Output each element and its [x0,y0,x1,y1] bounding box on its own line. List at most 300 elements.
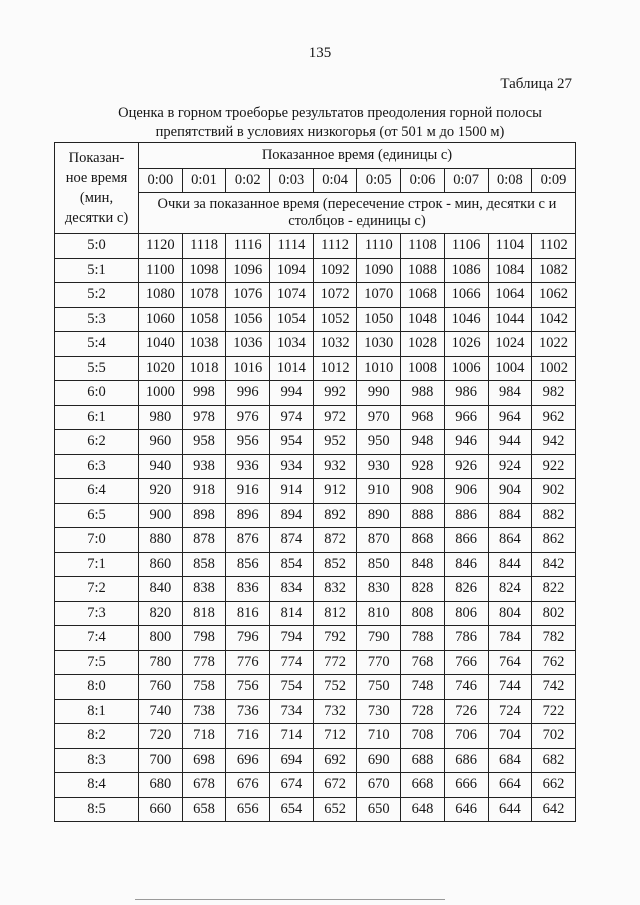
score-cell: 896 [226,503,270,528]
time-cell: 8:0 [55,675,139,700]
score-cell: 694 [270,748,314,773]
score-cell: 720 [139,724,183,749]
score-cell: 832 [313,577,357,602]
time-cell: 6:1 [55,405,139,430]
score-cell: 1000 [139,381,183,406]
score-cell: 1028 [401,332,445,357]
score-cell: 686 [444,748,488,773]
score-cell: 964 [488,405,532,430]
score-cell: 722 [532,699,576,724]
score-cell: 934 [270,454,314,479]
time-cell: 6:2 [55,430,139,455]
score-cell: 956 [226,430,270,455]
score-cell: 692 [313,748,357,773]
table-row [55,332,576,357]
score-cell: 812 [313,601,357,626]
score-cell: 1032 [313,332,357,357]
column-header: 0:04 [313,169,357,193]
score-cell: 952 [313,430,357,455]
score-cell: 842 [532,552,576,577]
column-header: 0:00 [139,169,183,193]
table-row [55,748,576,773]
table-row [55,479,576,504]
score-cell: 1004 [488,356,532,381]
score-cell: 660 [139,797,183,822]
score-cell: 750 [357,675,401,700]
score-cell: 752 [313,675,357,700]
score-cell: 1008 [401,356,445,381]
score-cell: 770 [357,650,401,675]
score-cell: 822 [532,577,576,602]
score-cell: 1014 [270,356,314,381]
column-header: 0:06 [401,169,445,193]
score-cell: 1118 [182,234,226,259]
time-cell: 7:1 [55,552,139,577]
score-cell: 1082 [532,258,576,283]
score-cell: 824 [488,577,532,602]
score-cell: 894 [270,503,314,528]
score-cell: 888 [401,503,445,528]
score-cell: 748 [401,675,445,700]
score-cell: 980 [139,405,183,430]
table-row [55,601,576,626]
score-cell: 658 [182,797,226,822]
score-cell: 732 [313,699,357,724]
score-cell: 962 [532,405,576,430]
score-cell: 1062 [532,283,576,308]
score-cell: 726 [444,699,488,724]
score-cell: 688 [401,748,445,773]
row-header-cell [55,143,139,234]
score-cell: 716 [226,724,270,749]
score-cell: 714 [270,724,314,749]
score-cell: 948 [401,430,445,455]
score-cell: 740 [139,699,183,724]
score-cell: 758 [182,675,226,700]
score-cell: 670 [357,773,401,798]
score-cell: 1024 [488,332,532,357]
score-cell: 870 [357,528,401,553]
score-cell: 790 [357,626,401,651]
score-cell: 730 [357,699,401,724]
score-cell: 782 [532,626,576,651]
score-cell: 1046 [444,307,488,332]
score-cell: 662 [532,773,576,798]
score-cell: 796 [226,626,270,651]
score-cell: 830 [357,577,401,602]
time-cell: 5:4 [55,332,139,357]
score-cell: 864 [488,528,532,553]
page-number: 135 [308,45,332,61]
score-cell: 1072 [313,283,357,308]
table-row [55,724,576,749]
score-cell: 1080 [139,283,183,308]
score-cell: 902 [532,479,576,504]
caption-line-2: препятствий в условиях низкогорья (от 501 м до 1500 м) [155,124,505,140]
caption-line-1: Оценка в горном троеборье результатов преодоления горной полосы [118,105,542,121]
score-cell: 810 [357,601,401,626]
score-cell: 800 [139,626,183,651]
score-cell: 1016 [226,356,270,381]
score-cell: 1102 [532,234,576,259]
score-cell: 844 [488,552,532,577]
score-cell: 820 [139,601,183,626]
score-cell: 878 [182,528,226,553]
score-cell: 1066 [444,283,488,308]
score-cell: 996 [226,381,270,406]
score-cell: 772 [313,650,357,675]
table-row [55,626,576,651]
score-cell: 814 [270,601,314,626]
score-cell: 816 [226,601,270,626]
score-cell: 910 [357,479,401,504]
score-cell: 1040 [139,332,183,357]
time-cell: 5:0 [55,234,139,259]
score-cell: 1026 [444,332,488,357]
score-cell: 1106 [444,234,488,259]
score-cell: 704 [488,724,532,749]
score-cell: 708 [401,724,445,749]
score-cell: 922 [532,454,576,479]
time-cell: 8:4 [55,773,139,798]
score-cell: 946 [444,430,488,455]
score-cell: 872 [313,528,357,553]
column-header: 0:01 [182,169,226,193]
score-cell: 1074 [270,283,314,308]
score-cell: 682 [532,748,576,773]
score-cell: 700 [139,748,183,773]
column-header: 0:08 [488,169,532,193]
score-cell: 646 [444,797,488,822]
table-row [55,283,576,308]
score-cell: 974 [270,405,314,430]
score-cell: 1068 [401,283,445,308]
table-row [55,773,576,798]
table-row [55,797,576,822]
score-cell: 936 [226,454,270,479]
time-cell: 7:2 [55,577,139,602]
score-cell: 778 [182,650,226,675]
score-cell: 944 [488,430,532,455]
time-cell: 6:5 [55,503,139,528]
score-cell: 1034 [270,332,314,357]
score-cell: 1002 [532,356,576,381]
score-cell: 998 [182,381,226,406]
score-cell: 928 [401,454,445,479]
score-cell: 854 [270,552,314,577]
score-cell: 780 [139,650,183,675]
score-cell: 674 [270,773,314,798]
score-cell: 642 [532,797,576,822]
score-cell: 1100 [139,258,183,283]
time-cell: 5:1 [55,258,139,283]
score-cell: 742 [532,675,576,700]
row-header-line-3: (мин, [79,190,114,206]
score-cell: 884 [488,503,532,528]
score-cell: 1050 [357,307,401,332]
table-row [55,234,576,259]
score-cell: 990 [357,381,401,406]
table-row [55,381,576,406]
time-cell: 5:5 [55,356,139,381]
time-cell: 7:5 [55,650,139,675]
table-row [55,650,576,675]
score-cell: 828 [401,577,445,602]
score-cell: 680 [139,773,183,798]
score-cell: 818 [182,601,226,626]
score-cell: 1010 [357,356,401,381]
column-header: 0:03 [270,169,314,193]
column-header: 0:07 [444,169,488,193]
score-cell: 652 [313,797,357,822]
score-cell: 794 [270,626,314,651]
score-cell: 804 [488,601,532,626]
score-cell: 900 [139,503,183,528]
time-cell: 5:2 [55,283,139,308]
score-cell: 932 [313,454,357,479]
score-cell: 908 [401,479,445,504]
score-cell: 930 [357,454,401,479]
score-cell: 874 [270,528,314,553]
score-cell: 982 [532,381,576,406]
score-cell: 738 [182,699,226,724]
score-cell: 764 [488,650,532,675]
score-cell: 746 [444,675,488,700]
score-cell: 912 [313,479,357,504]
score-cell: 838 [182,577,226,602]
score-cell: 760 [139,675,183,700]
score-cell: 1052 [313,307,357,332]
score-cell: 1018 [182,356,226,381]
score-cell: 882 [532,503,576,528]
score-cell: 976 [226,405,270,430]
score-cell: 1064 [488,283,532,308]
score-cell: 978 [182,405,226,430]
score-cell: 906 [444,479,488,504]
score-cell: 676 [226,773,270,798]
table-row [55,454,576,479]
score-cell: 968 [401,405,445,430]
time-cell: 8:5 [55,797,139,822]
score-cell: 668 [401,773,445,798]
score-cell: 914 [270,479,314,504]
score-cell: 1030 [357,332,401,357]
score-cell: 744 [488,675,532,700]
score-cell: 848 [401,552,445,577]
table-row [55,675,576,700]
time-cell: 6:4 [55,479,139,504]
score-cell: 984 [488,381,532,406]
score-cell: 644 [488,797,532,822]
bottom-rule [135,899,445,900]
score-cell: 1056 [226,307,270,332]
score-cell: 696 [226,748,270,773]
score-cell: 1042 [532,307,576,332]
table-row [55,430,576,455]
score-cell: 664 [488,773,532,798]
table-row [55,307,576,332]
time-cell: 7:0 [55,528,139,553]
score-cell: 970 [357,405,401,430]
score-cell: 960 [139,430,183,455]
score-cell: 846 [444,552,488,577]
row-header-line-2: ное время [65,170,128,186]
score-cell: 916 [226,479,270,504]
time-cell: 8:2 [55,724,139,749]
score-cell: 890 [357,503,401,528]
score-cell: 702 [532,724,576,749]
score-cell: 1108 [401,234,445,259]
score-cell: 1088 [401,258,445,283]
score-cell: 754 [270,675,314,700]
table-row [55,258,576,283]
score-cell: 992 [313,381,357,406]
score-cell: 876 [226,528,270,553]
score-cell: 866 [444,528,488,553]
table-row [55,528,576,553]
score-cell: 994 [270,381,314,406]
score-cell: 1078 [182,283,226,308]
time-cell: 6:3 [55,454,139,479]
score-cell: 892 [313,503,357,528]
score-cell: 1022 [532,332,576,357]
score-cell: 648 [401,797,445,822]
score-cell: 862 [532,528,576,553]
score-cell: 684 [488,748,532,773]
score-cell: 1086 [444,258,488,283]
score-cell: 918 [182,479,226,504]
score-cell: 1012 [313,356,357,381]
score-cell: 1112 [313,234,357,259]
score-cell: 1084 [488,258,532,283]
score-cell: 1054 [270,307,314,332]
score-cell: 654 [270,797,314,822]
score-cell: 1058 [182,307,226,332]
table-label: Таблица 27 [500,76,572,92]
score-cell: 826 [444,577,488,602]
time-cell: 5:3 [55,307,139,332]
column-header: 0:02 [226,169,270,193]
time-cell: 7:3 [55,601,139,626]
score-cell: 860 [139,552,183,577]
time-cell: 8:1 [55,699,139,724]
score-cell: 938 [182,454,226,479]
score-cell: 1110 [357,234,401,259]
score-cell: 1070 [357,283,401,308]
score-cell: 756 [226,675,270,700]
score-cell: 710 [357,724,401,749]
score-cell: 774 [270,650,314,675]
time-cell: 8:3 [55,748,139,773]
score-cell: 898 [182,503,226,528]
score-cell: 836 [226,577,270,602]
score-cell: 672 [313,773,357,798]
time-cell: 6:0 [55,381,139,406]
score-cell: 1104 [488,234,532,259]
score-cell: 734 [270,699,314,724]
score-cell: 666 [444,773,488,798]
score-cell: 766 [444,650,488,675]
score-cell: 852 [313,552,357,577]
score-cell: 690 [357,748,401,773]
score-cell: 786 [444,626,488,651]
column-group-header: Показанное время (единицы с) [139,143,576,169]
score-cell: 868 [401,528,445,553]
score-cell: 1006 [444,356,488,381]
score-table [54,142,576,822]
score-cell: 966 [444,405,488,430]
score-cell: 706 [444,724,488,749]
score-cell: 940 [139,454,183,479]
score-cell: 1090 [357,258,401,283]
score-cell: 650 [357,797,401,822]
score-cell: 954 [270,430,314,455]
column-header: 0:05 [357,169,401,193]
score-cell: 1114 [270,234,314,259]
score-cell: 806 [444,601,488,626]
table-row [55,699,576,724]
score-cell: 950 [357,430,401,455]
score-cell: 724 [488,699,532,724]
score-cell: 886 [444,503,488,528]
score-cell: 904 [488,479,532,504]
score-cell: 792 [313,626,357,651]
score-cell: 840 [139,577,183,602]
score-cell: 1094 [270,258,314,283]
score-cell: 728 [401,699,445,724]
table-row [55,356,576,381]
score-cell: 1120 [139,234,183,259]
score-cell: 1116 [226,234,270,259]
score-cell: 768 [401,650,445,675]
score-cell: 942 [532,430,576,455]
score-cell: 1098 [182,258,226,283]
score-cell: 776 [226,650,270,675]
score-cell: 1096 [226,258,270,283]
score-cell: 856 [226,552,270,577]
table-row [55,503,576,528]
score-cell: 656 [226,797,270,822]
score-cell: 880 [139,528,183,553]
score-cell: 678 [182,773,226,798]
row-header-line-4: десятки с) [64,210,129,226]
score-cell: 1076 [226,283,270,308]
score-cell: 858 [182,552,226,577]
score-cell: 698 [182,748,226,773]
column-header: 0:09 [532,169,576,193]
points-caption: Очки за показанное время (пересечение строк - мин, десятки с и столбцов - единицы с) [139,193,576,234]
table-caption [60,104,600,142]
score-cell: 1020 [139,356,183,381]
score-cell: 926 [444,454,488,479]
score-cell: 1044 [488,307,532,332]
score-cell: 1038 [182,332,226,357]
score-cell: 788 [401,626,445,651]
score-cell: 798 [182,626,226,651]
score-cell: 834 [270,577,314,602]
table-body [55,234,576,822]
table-row [55,577,576,602]
table-row [55,405,576,430]
score-cell: 958 [182,430,226,455]
time-cell: 7:4 [55,626,139,651]
score-cell: 762 [532,650,576,675]
score-cell: 712 [313,724,357,749]
score-cell: 924 [488,454,532,479]
row-header-line-1: Показан- [68,150,125,166]
score-cell: 718 [182,724,226,749]
header-row-group [55,143,576,169]
